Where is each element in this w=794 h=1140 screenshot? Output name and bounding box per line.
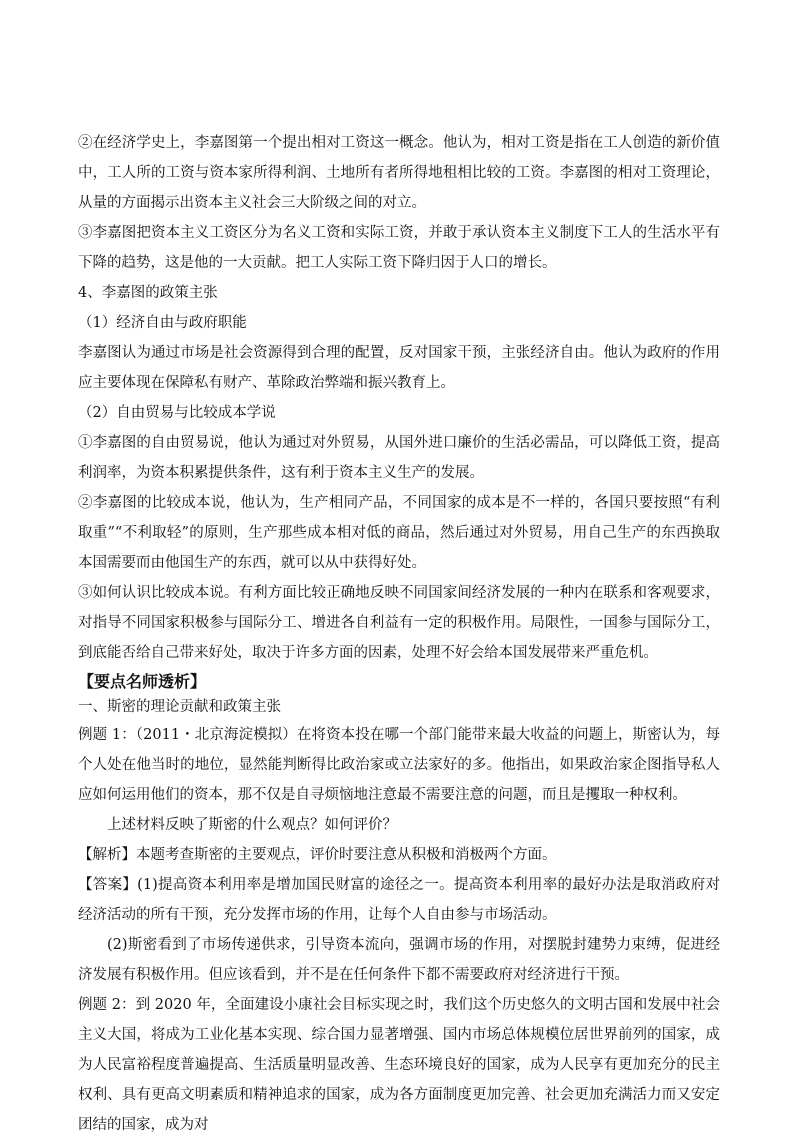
example-1: 例题 1：（2011・北京海淀模拟）在将资本投在哪一个部门能带来最大收益的问题上，斯密认为，每个人处在他当时的地位，显然能判断得比政治家或立法家好的多。他指出，如果政治家企图指导私人应如何运用他们的资本，那不仅是自寻烦恼地注意最不需要注意的问题，而且是攫取一种权利。 [78,727,720,803]
example-1-answer-1: 【答案】(1)提高资本利用率是增加国民财富的途径之一。提高资本利用率的最好办法是取消政府对经济活动的所有干预，充分发挥市场的作用，让每个人自由参与市场活动。 [78,877,720,923]
paragraph-free-trade: ①李嘉图的自由贸易说，他认为通过对外贸易，从国外进口廉价的生活必需品，可以降低工资，提高利润率，为资本积累提供条件，这有利于资本主义生产的发展。 [78,435,720,481]
example-1-question: 上述材料反映了斯密的什么观点？如何评价？ [107,817,397,833]
paragraph-nominal-real-wage: ③李嘉图把资本主义工资区分为名义工资和实际工资，并敢于承认资本主义制度下工人的生活水平有下降的趋势，这是他的一大贡献。把工人实际工资下降归因于人口的增长。 [78,225,720,271]
paragraph-comparative-cost: ②李嘉图的比较成本说，他认为，生产相同产品，不同国家的成本是不一样的，各国只要按照“有利取重”“不利取轻”的原则，生产那些成本相对低的商品，然后通过对外贸易，用自己生产的东西换取本国需要而由他国生产的东西，就可以从中获得好处。 [78,495,720,571]
section-heading-policy: 4、李嘉图的政策主张 [78,285,218,301]
document-page [78,128,720,1140]
example-2: 例题 2：到 2020 年，全面建设小康社会目标实现之时，我们这个历史悠久的文明古国和发展中社会主义大国，将成为工业化基本实现、综合国力显著增强、国内市场总体规模位居世界前列的国家，成为人民富裕程度普遍提高、生活质量明显改善、生态环境良好的国家，成为人民享有更加充分的民主权利、具有更高文明素质和精神追求的国家，成为各方面制度更加完善、社会更加充满活力而又安定团结的国家，成为对 [78,997,720,1133]
paragraph-relative-wage: ②在经济学史上，李嘉图第一个提出相对工资这一概念。他认为，相对工资是指在工人创造的新价值中，工人所的工资与资本家所得利润、土地所有者所得地租相比较的工资。李嘉图的相对工资理论，从量的方面揭示出资本主义社会三大阶级之间的对立。 [78,135,720,211]
example-1-analysis: 【解析】本题考查斯密的主要观点，评价时要注意从积极和消极两个方面。 [78,847,557,863]
example-1-answer-2: (2)斯密看到了市场传递供求，引导资本流向，强调市场的作用，对摆脱封建势力束缚，促进经济发展有积极作用。但应该看到，并不是在任何条件下都不需要政府对经济进行干预。 [78,937,720,983]
section-heading-analysis: 【要点名师透析】 [78,672,207,691]
paragraph-evaluation: ③如何认识比较成本说。有利方面比较正确地反映不同国家间经济发展的一种内在联系和客观要求，对指导不同国家积极参与国际分工、增进各自利益有一定的积极作用。局限性，一国参与国际分工，到底能否给自己带来好处，取决于许多方面的因素，处理不好会给本国发展带来严重危机。 [78,585,720,661]
paragraph-economic-freedom: 李嘉图认为通过市场是社会资源得到合理的配置，反对国家干预，主张经济自由。他认为政府的作用应主要体现在保障私有财产、革除政治弊端和振兴教育上。 [78,345,720,391]
subheading-smith: 一、斯密的理论贡献和政策主张 [78,699,281,715]
subheading-free-trade: （2）自由贸易与比较成本学说 [78,405,276,421]
subheading-economic-freedom: （1）经济自由与政府职能 [78,315,247,331]
